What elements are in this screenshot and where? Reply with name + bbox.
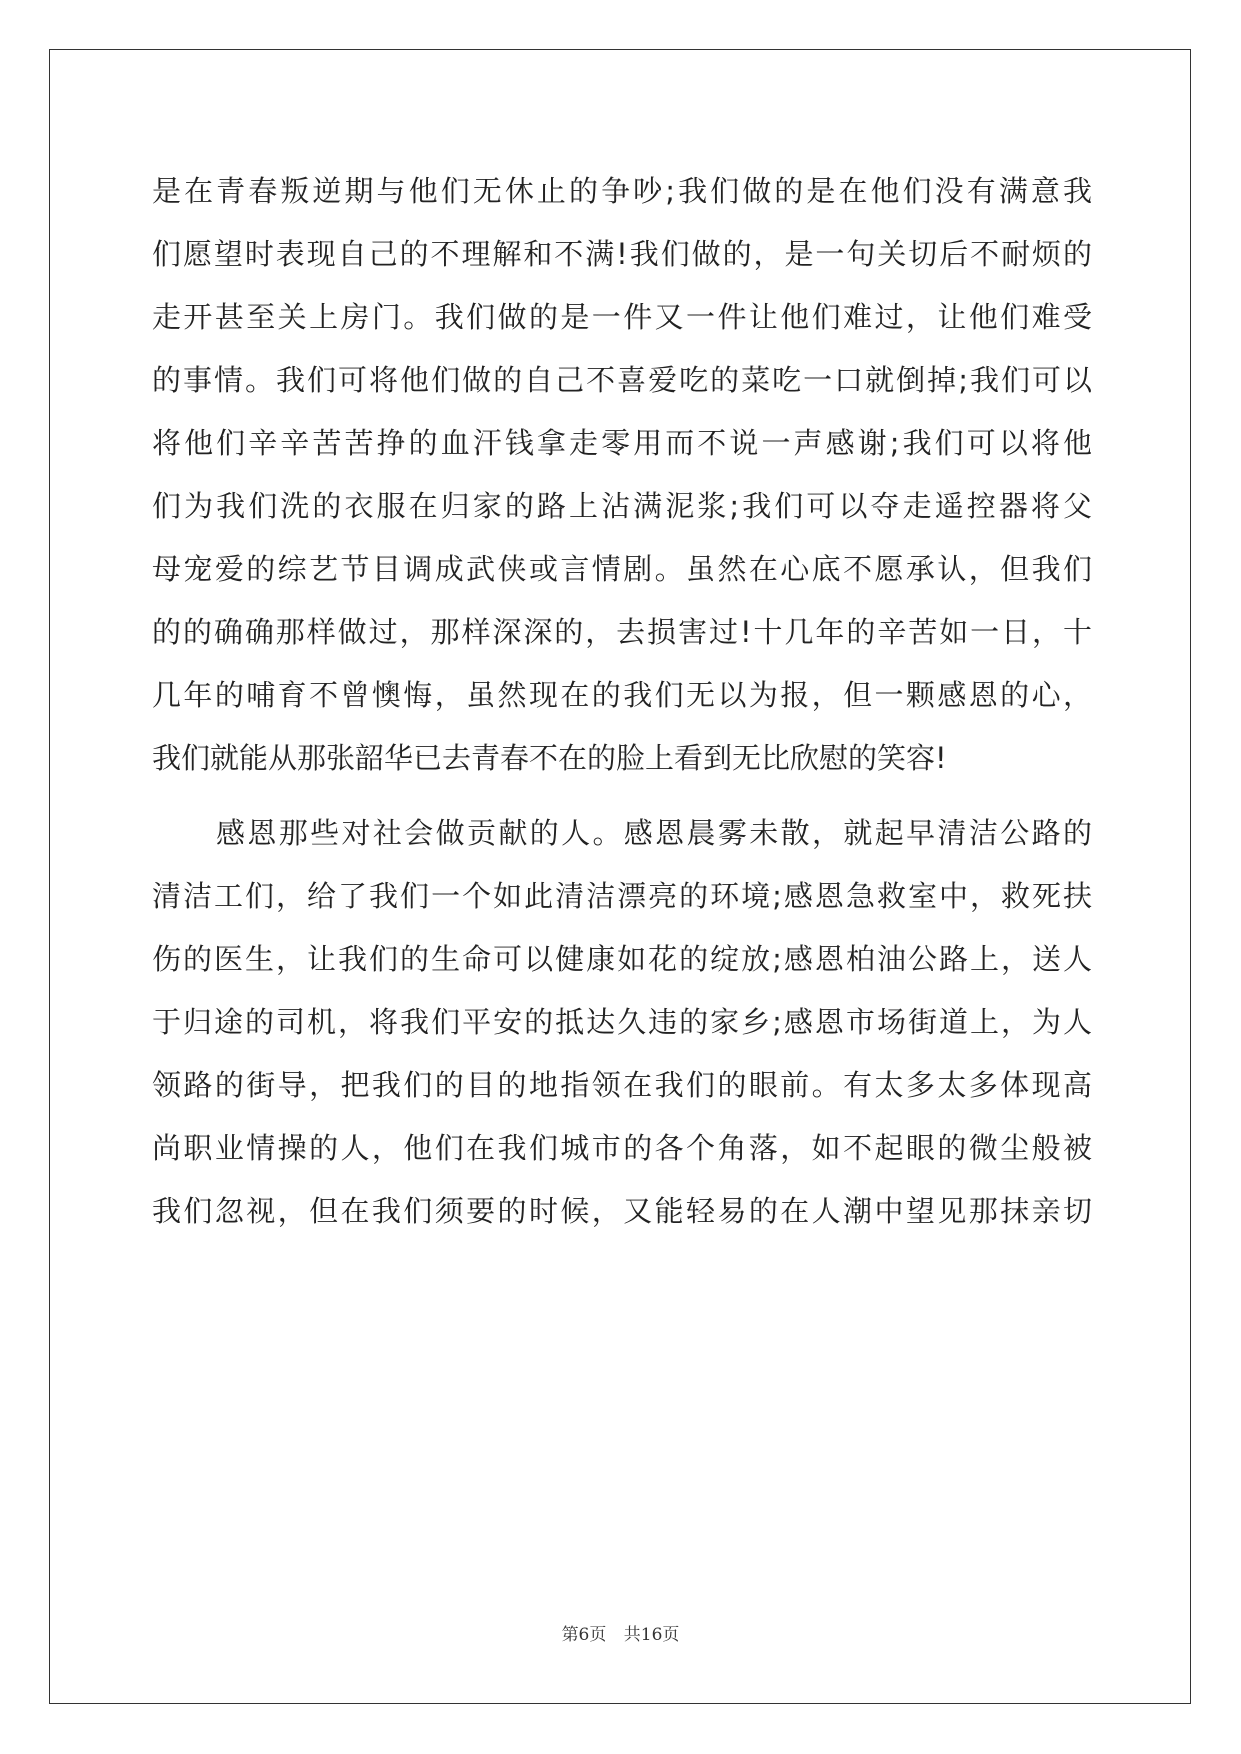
- text-line: 我们就能从那张韶华已去青春不在的脸上看到无比欣慰的笑容!: [152, 741, 947, 775]
- text-line: 是在青春叛逆期与他们无休止的争吵;我们做的是在他们没有满意我: [152, 174, 1092, 208]
- text-line: 领路的街导，把我们的目的地指领在我们的眼前。有太多太多体现高: [152, 1068, 1092, 1102]
- text-line: 我们忽视，但在我们须要的时候，又能轻易的在人潮中望见那抹亲切: [152, 1194, 1092, 1228]
- paragraph-2: [152, 802, 1092, 1243]
- text-line: 走开甚至关上房门。我们做的是一件又一件让他们难过，让他们难受: [152, 300, 1092, 334]
- text-line: 的事情。我们可将他们做的自己不喜爱吃的菜吃一口就倒掉;我们可以: [152, 363, 1092, 397]
- text-line: 们为我们洗的衣服在归家的路上沾满泥浆;我们可以夺走遥控器将父: [152, 489, 1092, 523]
- text-line: 们愿望时表现自己的不理解和不满!我们做的，是一句关切后不耐烦的: [152, 237, 1092, 271]
- text-line: 将他们辛辛苦苦挣的血汗钱拿走零用而不说一声感谢;我们可以将他: [152, 426, 1092, 460]
- text-line: 感恩那些对社会做贡献的人。感恩晨雾未散，就起早清洁公路的: [216, 816, 1092, 850]
- text-line: 母宠爱的综艺节目调成武侠或言情剧。虽然在心底不愿承认，但我们: [152, 552, 1092, 586]
- text-line: 清洁工们，给了我们一个如此清洁漂亮的环境;感恩急救室中，救死扶: [152, 879, 1092, 913]
- paragraph-1: [152, 160, 1092, 790]
- page-footer: [0, 1620, 1241, 1645]
- page-total: 共16页: [623, 1625, 680, 1645]
- text-line: 几年的哺育不曾懊悔，虽然现在的我们无以为报，但一颗感恩的心，: [152, 678, 1092, 712]
- document-body: [152, 160, 1092, 1243]
- text-line: 于归途的司机，将我们平安的抵达久违的家乡;感恩市场街道上，为人: [152, 1005, 1092, 1039]
- text-line: 尚职业情操的人，他们在我们城市的各个角落，如不起眼的微尘般被: [152, 1131, 1092, 1165]
- paragraph-gap: [152, 790, 1092, 802]
- text-line: 的的确确那样做过，那样深深的，去损害过!十几年的辛苦如一日，十: [152, 615, 1092, 649]
- text-line: 伤的医生，让我们的生命可以健康如花的绽放;感恩柏油公路上，送人: [152, 942, 1092, 976]
- page-number: 第6页: [561, 1625, 607, 1645]
